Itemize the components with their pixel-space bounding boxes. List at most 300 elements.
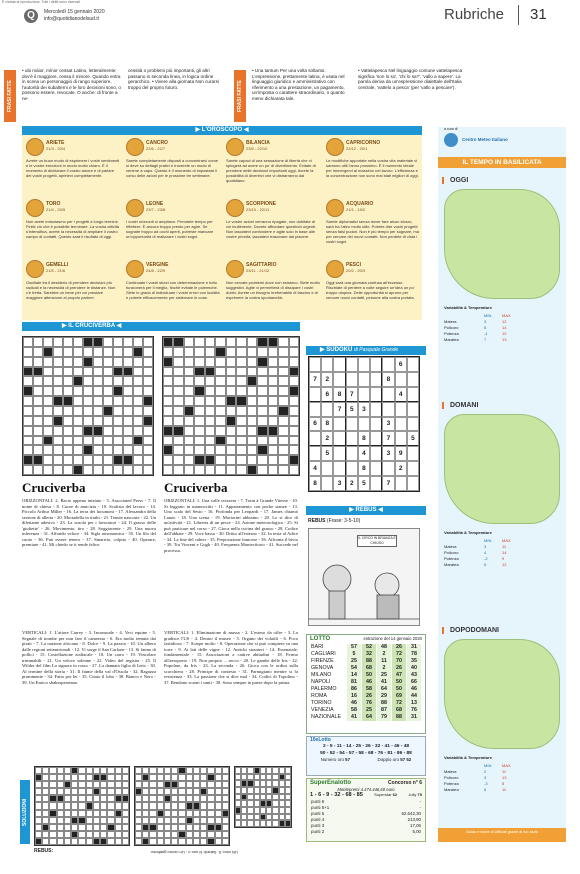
crossword-cell	[83, 436, 93, 446]
lotto-number: 26	[392, 665, 406, 672]
crossword-cell	[285, 794, 291, 801]
lotto-number: 58	[362, 686, 376, 693]
crossword-cell	[268, 406, 278, 416]
crossword-cell	[123, 465, 133, 475]
crossword-cell	[173, 465, 183, 475]
zodiac-icon	[26, 260, 44, 278]
crossword-cell	[122, 774, 129, 781]
lotto-number: 44	[407, 693, 421, 700]
crossword-cell	[23, 406, 33, 416]
sudoku-cell	[309, 357, 321, 372]
crossword-cell	[171, 838, 178, 845]
crossword-cell	[53, 367, 63, 377]
crossword-cell	[278, 426, 288, 436]
weather-day-label: OGGI	[442, 177, 468, 184]
zodiac-icon	[126, 138, 144, 156]
crossword-cell	[171, 831, 178, 838]
crossword-cell	[164, 817, 171, 824]
sudoku-cell	[321, 402, 333, 417]
crossword-cell	[171, 817, 178, 824]
crossword-cell	[100, 831, 107, 838]
crossword-cell	[133, 347, 143, 357]
crossword-cell	[73, 376, 83, 386]
crossword-cell	[171, 824, 178, 831]
sign-text: Non cercate problemi dove non esistono. Siete molto suggestivi. Agite vi permetterà di dissipare i vostri dubbi. Avrete un bisogno irrefrenabile di fascino e di esprimere la vostra spontaneità.	[226, 280, 320, 300]
crossword-cell	[53, 357, 63, 367]
weather-row	[444, 337, 562, 343]
crossword-cell	[93, 788, 100, 795]
crossword-cell	[164, 810, 171, 817]
crossword-cell	[215, 426, 225, 436]
crossword-cell	[73, 357, 83, 367]
sudoku-cell: 4	[395, 387, 407, 402]
crossword-cell	[163, 386, 173, 396]
crossword-cell	[33, 337, 43, 347]
sudoku-cell	[358, 417, 370, 432]
crossword-cell	[193, 781, 200, 788]
crossword-cell	[107, 817, 114, 824]
crossword-cell	[247, 406, 257, 416]
sudoku-cell	[333, 357, 345, 372]
crossword-cell	[289, 347, 299, 357]
crossword-cell	[93, 465, 103, 475]
city-name: Potenza	[444, 556, 459, 561]
crossword-cell	[164, 795, 171, 802]
section-title: Rubriche	[444, 6, 505, 23]
crossword-cell	[205, 436, 215, 446]
min-header: MIN	[484, 763, 492, 768]
city-name: Potenza	[444, 781, 459, 786]
crossword-cell	[83, 445, 93, 455]
soluzioni-rebus-label: REBUS:	[34, 848, 54, 854]
crossword-cell	[107, 824, 114, 831]
rebus-illustration	[308, 528, 420, 626]
weather-variabilita-label: Variabilità & Temperature	[444, 755, 492, 760]
zodiac-icon	[326, 199, 344, 217]
crossword-cell	[207, 824, 214, 831]
crossword-cell	[222, 824, 229, 831]
crossword-cell	[142, 795, 149, 802]
crossword-cell	[142, 774, 149, 781]
crossword-cell	[215, 838, 222, 845]
crossword-cell	[215, 817, 222, 824]
crossword-cell	[42, 774, 49, 781]
crossword-clues-1-verticali: VERTICALI: 1. L'attore Carrey - 3. Inconsuale - 4. Veci equine - 5. Segnale di trombe per non fare il camerata - 6. Era molto temuta dai pirati - 7. La nazione africana - 8. Dolce - 9. La pazzia - 10. Un albero dalle regioni settentrionali - 12. Vi sorge il San Carlone - 13. Si fanno di pollici - 15. Costellazione zodiacale - 18. Un carro - 19. Vincolare trimmabili - 21. Un veloce solenne - 22. Video del registra - 25. Il Wilder del film La signora in rosso - 27. La dannata figlia di Iorio - 30. Al termine della storia - 31. Il fiume della val d'Ossola - 32. Ragazza prominente - 34. Fatto per lei - 35. Citato il lobo - 38. Bianco e Nero - 39. Un Enrico shakespeariano.	[22, 630, 156, 685]
crossword-cell	[122, 767, 129, 774]
crossword-cell	[42, 824, 49, 831]
zodiac-icon	[226, 138, 244, 156]
crossword-cell	[49, 817, 56, 824]
crossword-cell	[289, 357, 299, 367]
sudoku-cell	[309, 446, 321, 461]
sudoku-grid	[308, 356, 420, 492]
crossword-cell	[157, 831, 164, 838]
crossword-cell	[63, 376, 73, 386]
sudoku-author: di Pasquale Grande	[353, 347, 399, 353]
crossword-cell	[247, 367, 257, 377]
prize-label: punti 6	[311, 799, 325, 804]
crossword-cell	[123, 367, 133, 377]
crossword-cell	[78, 824, 85, 831]
crossword-cell	[35, 788, 42, 795]
crossword-cell	[113, 465, 123, 475]
crossword-cell	[71, 788, 78, 795]
crossword-cell	[135, 831, 142, 838]
crossword-cell	[157, 838, 164, 845]
lotto-number: 76	[407, 707, 421, 714]
sign-date: 23/11 - 21/12	[246, 268, 270, 273]
crossword-cell	[163, 396, 173, 406]
crossword-cell	[63, 445, 73, 455]
crossword-cell	[113, 445, 123, 455]
lotto-number: 14	[347, 672, 361, 679]
crossword-cell	[171, 810, 178, 817]
crossword-cell	[122, 831, 129, 838]
rebus-band: ▶ REBUS ◀	[306, 506, 426, 515]
crossword-cell	[200, 824, 207, 831]
crossword-cell	[268, 357, 278, 367]
superstar-number: 62	[392, 792, 398, 797]
crossword-cell	[103, 337, 113, 347]
crossword-cell	[33, 367, 43, 377]
crossword-cell	[23, 396, 33, 406]
crossword-cell	[23, 337, 33, 347]
crossword-cell	[103, 416, 113, 426]
crossword-cell	[135, 824, 142, 831]
zodiac-icon	[26, 199, 44, 217]
crossword-cell	[43, 436, 53, 446]
lotto-row	[307, 714, 425, 721]
crossword-cell	[35, 767, 42, 774]
sudoku-cell	[358, 372, 370, 387]
sudoku-cell	[395, 417, 407, 432]
crossword-cell	[100, 781, 107, 788]
crossword-cell	[42, 810, 49, 817]
crossword-cell	[103, 396, 113, 406]
crossword-cell	[113, 396, 123, 406]
temp-max: 11	[502, 544, 507, 549]
crossword-cell	[149, 767, 156, 774]
crossword-cell	[86, 781, 93, 788]
horoscope-sign-acquario	[326, 199, 422, 257]
crossword-cell	[49, 781, 56, 788]
crossword-cell	[33, 416, 43, 426]
superenalotto-montepremi: Montepremi 4.474.446,60 euro	[337, 787, 395, 792]
crossword-cell	[123, 347, 133, 357]
crossword-cell	[63, 436, 73, 446]
lotto-city: ROMA	[311, 693, 327, 699]
crossword-cell	[83, 426, 93, 436]
crossword-cell	[42, 817, 49, 824]
crossword-cell	[184, 406, 194, 416]
crossword-cell	[178, 817, 185, 824]
weather-footer: Guida e icone di Ufficiali grazie al tuo aiuto	[438, 828, 566, 842]
crossword-cell	[186, 767, 193, 774]
crossword-cell	[103, 406, 113, 416]
city-name: Policoro	[444, 550, 459, 555]
crossword-cell	[143, 386, 153, 396]
crossword-cell	[123, 337, 133, 347]
sign-date: 23/9 - 22/10	[246, 146, 268, 151]
sudoku-cell	[407, 402, 419, 417]
frasi-fatte-col-2: cessità o problemi più importanti, gli altri passano in seconda linea, in logica ordine gerarchico. • Vivere alla giornata Non curarsi troppo del proprio futuro.	[128, 68, 219, 90]
prize-value: 62.642,30	[401, 811, 421, 816]
crossword-cell	[107, 810, 114, 817]
weather-day-label: DOMANI	[442, 402, 478, 409]
crossword-cell	[173, 347, 183, 357]
crossword-cell	[215, 386, 225, 396]
crossword-cell	[135, 795, 142, 802]
crossword-cell	[149, 788, 156, 795]
sudoku-band	[306, 346, 426, 355]
crossword-cell	[133, 416, 143, 426]
sign-date: 20/2 - 20/3	[346, 268, 366, 273]
prize-value: 5,00	[412, 829, 421, 834]
crossword-cell	[107, 781, 114, 788]
crossword-cell	[143, 406, 153, 416]
crossword-cell	[278, 367, 288, 377]
crossword-cell	[107, 831, 114, 838]
crossword-cell	[86, 817, 93, 824]
crossword-cell	[142, 810, 149, 817]
sudoku-cell	[370, 387, 382, 402]
temp-min: 3	[484, 775, 487, 780]
crossword-cell	[268, 376, 278, 386]
crossword-cell	[215, 337, 225, 347]
sudoku-cell: 8	[382, 372, 394, 387]
sudoku-cell	[333, 446, 345, 461]
sudoku-cell: 5	[358, 476, 370, 491]
horoscope-sign-bilancia	[226, 138, 322, 196]
crossword-cell	[247, 436, 257, 446]
sudoku-label: ▶ SUDOKU	[320, 347, 353, 353]
crossword-cell	[171, 802, 178, 809]
crossword-cell	[42, 831, 49, 838]
crossword-cell	[205, 337, 215, 347]
crossword-cell	[113, 337, 123, 347]
lotto-city: GENOVA	[311, 665, 334, 671]
frasi-fatte-tab-left: FRASI FATTE	[4, 70, 16, 122]
crossword-cell	[173, 455, 183, 465]
crossword-cell	[142, 817, 149, 824]
crossword-cell	[178, 788, 185, 795]
temp-max: 12	[502, 319, 507, 324]
temp-max: 10	[502, 331, 507, 336]
lotto-number: 26	[392, 644, 406, 651]
sign-text: Continuate i vostri sforzi con determinazione e tutto funzionerà per il meglio, finché evitate le polemiche. Siete in grado di individuare i vostri errori con lucidità e potrete efficacemente per sistemare le cose.	[126, 280, 220, 300]
city-name: Maratea	[444, 337, 459, 342]
crossword-cell	[64, 810, 71, 817]
crossword-cell	[35, 774, 42, 781]
crossword-cell	[57, 824, 64, 831]
sign-date: 21/5 - 21/6	[46, 268, 66, 273]
crossword-cell	[200, 767, 207, 774]
crossword-cell	[42, 788, 49, 795]
crossword-cell	[83, 347, 93, 357]
crossword-cell	[93, 781, 100, 788]
lotto-city: NAZIONALE	[311, 714, 342, 720]
crossword-cell	[43, 426, 53, 436]
crossword-cell	[93, 426, 103, 436]
crossword-cell	[257, 445, 267, 455]
crossword-cell	[35, 831, 42, 838]
crossword-cell	[93, 337, 103, 347]
crossword-cell	[193, 774, 200, 781]
lotto-number: 88	[392, 714, 406, 721]
crossword-cell	[164, 767, 171, 774]
sign-name: CAPRICORNO	[346, 140, 381, 146]
crossword-cell	[163, 416, 173, 426]
crossword-cell	[193, 788, 200, 795]
crossword-cell	[133, 357, 143, 367]
crossword-cell	[49, 810, 56, 817]
crossword-cell	[257, 337, 267, 347]
crossword-cell	[100, 767, 107, 774]
horoscope-band: ▶ L'OROSCOPO ◀	[22, 126, 422, 135]
crossword-cell	[149, 802, 156, 809]
crossword-cell	[115, 795, 122, 802]
crossword-cell	[63, 406, 73, 416]
crossword-cell	[163, 465, 173, 475]
crossword-cell	[71, 802, 78, 809]
sign-name: VERGINE	[146, 262, 169, 268]
lotto-number: 69	[392, 693, 406, 700]
crossword-cell	[63, 455, 73, 465]
lotto-row	[307, 679, 425, 686]
crossword-cell	[100, 774, 107, 781]
crossword-cell	[278, 376, 288, 386]
sudoku-cell: 9	[395, 446, 407, 461]
crossword-cell	[71, 767, 78, 774]
crossword-cell	[57, 802, 64, 809]
crossword-cell	[222, 781, 229, 788]
crossword-cell	[103, 465, 113, 475]
crossword-cell	[23, 455, 33, 465]
crossword-cell	[289, 386, 299, 396]
numero-oro: 57	[345, 757, 351, 762]
sudoku-cell: 2	[321, 431, 333, 446]
lotto-row	[307, 693, 425, 700]
lotto-number: 50	[392, 686, 406, 693]
superenalotto-brand: SuperEnalotto	[310, 780, 352, 786]
crossword-cell	[278, 445, 288, 455]
lotto-row	[307, 686, 425, 693]
crossword-cell	[43, 455, 53, 465]
crossword-cell	[93, 795, 100, 802]
crossword-cell	[236, 465, 246, 475]
crossword-cell	[173, 445, 183, 455]
solution-grid-1	[34, 766, 130, 846]
crossword-cell	[113, 436, 123, 446]
sign-name: LEONE	[146, 201, 164, 207]
crossword-cell	[226, 347, 236, 357]
sudoku-cell	[309, 402, 321, 417]
sign-name: ACQUARIO	[346, 201, 374, 207]
crossword-cell	[289, 455, 299, 465]
tenlotto-numbers-1: 2 - 5 - 11 - 14 - 25 - 26 - 32 - 41 - 46 - 48	[322, 744, 410, 749]
crossword-cell	[247, 426, 257, 436]
crossword-cell	[86, 810, 93, 817]
crossword-cell	[42, 767, 49, 774]
crossword-cell	[226, 357, 236, 367]
crossword-cell	[268, 436, 278, 446]
crossword-cell	[100, 795, 107, 802]
sign-date: 23/7 - 23/8	[146, 207, 166, 212]
crossword-cell	[93, 436, 103, 446]
crossword-cell	[133, 426, 143, 436]
crossword-cell	[215, 396, 225, 406]
crossword-cell	[71, 824, 78, 831]
crossword-cell	[215, 376, 225, 386]
crossword-cell	[163, 357, 173, 367]
crossword-cell	[164, 824, 171, 831]
crossword-cell	[107, 788, 114, 795]
crossword-cell	[205, 455, 215, 465]
crossword-cell	[142, 788, 149, 795]
crossword-cell	[123, 436, 133, 446]
crossword-cell	[135, 817, 142, 824]
sudoku-cell	[333, 417, 345, 432]
crossword-cell	[193, 802, 200, 809]
sudoku-cell	[333, 372, 345, 387]
rebus-sign: IL CIRCO IN BRIANZA È CHIUSO	[358, 536, 396, 545]
crossword-cell	[171, 795, 178, 802]
crossword-cell	[157, 824, 164, 831]
crossword-cell	[113, 347, 123, 357]
lotto-number: 81	[347, 679, 361, 686]
crossword-cell	[157, 788, 164, 795]
temp-min: 3	[484, 319, 487, 324]
sudoku-cell: 3	[382, 446, 394, 461]
weather-day-label: DOPODOMANI	[442, 627, 499, 634]
crossword-cell	[173, 367, 183, 377]
crossword-cell	[73, 426, 83, 436]
crossword-cell	[78, 781, 85, 788]
sudoku-cell: 5	[346, 402, 358, 417]
sudoku-cell: 2	[395, 461, 407, 476]
crossword-cell	[289, 445, 299, 455]
sudoku-cell	[333, 431, 345, 446]
crossword-cell	[64, 802, 71, 809]
temp-min: 6	[484, 787, 487, 792]
lotto-number: 68	[392, 707, 406, 714]
crossword-cell	[186, 824, 193, 831]
weather-credit: a cura di	[444, 127, 458, 131]
max-header: MAX	[502, 313, 511, 318]
sign-text: Oscillate tra il desiderio di prendere decisioni più radicali e la necessità di prendere le distanze. Non c'è fretta. Sarebbe un bene per voi prestare maggiore attenzione al proprio partner.	[26, 280, 116, 300]
crossword-cell	[63, 426, 73, 436]
crossword-cell	[103, 455, 113, 465]
crossword-cell	[173, 386, 183, 396]
crossword-cell	[78, 838, 85, 845]
crossword-cell	[23, 386, 33, 396]
temp-max: 13	[502, 337, 507, 342]
crossword-cell	[226, 396, 236, 406]
sudoku-cell: 7	[382, 476, 394, 491]
sudoku-cell	[370, 417, 382, 432]
prize-label: punti 5+1	[311, 805, 330, 810]
crossword-cell	[103, 367, 113, 377]
crossword-cell	[93, 367, 103, 377]
crossword-cell	[178, 767, 185, 774]
sudoku-cell	[407, 357, 419, 372]
crossword-cell	[226, 445, 236, 455]
lotto-number: 11	[377, 658, 391, 665]
crossword-cell	[215, 831, 222, 838]
temp-min: 3	[484, 544, 487, 549]
sign-name: SAGITTARIO	[246, 262, 277, 268]
crossword-cell	[93, 802, 100, 809]
